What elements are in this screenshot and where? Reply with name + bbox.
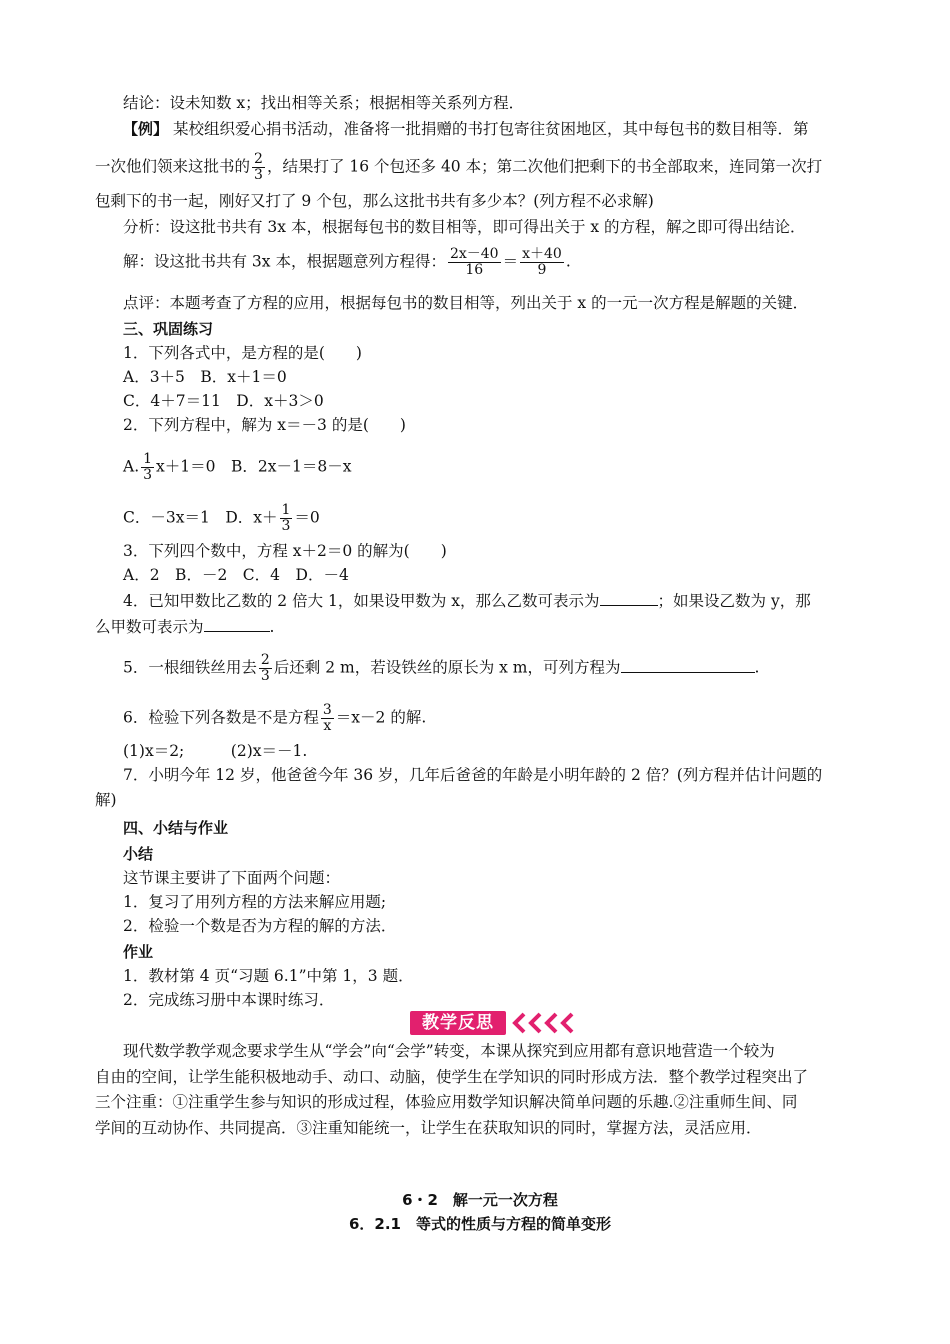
q5-fraction: $\frac{2}{3}$ bbox=[260, 652, 270, 684]
example-line-1 bbox=[123, 118, 893, 140]
example-tag: 【例】 bbox=[123, 120, 169, 138]
teaching-reflection-banner bbox=[410, 1011, 575, 1035]
solution-end: . bbox=[565, 252, 571, 271]
q6-text-b: ＝x－2 的解. bbox=[335, 708, 427, 727]
conclusion-line: 结论：设未知数 x；找出相等关系；根据相等关系列方程． bbox=[123, 94, 525, 112]
q5-text-a: 5．一根细铁丝用去 bbox=[123, 658, 257, 677]
q2-d-fraction: $\frac{1}{3}$ bbox=[281, 502, 291, 534]
q5-line bbox=[123, 653, 893, 684]
q7-line-1: 7．小明今年 12 岁，他爸爸今年 36 岁，几年后爸爸的年龄是小明年龄的 2 倍？(列方程并估计问题的 bbox=[123, 766, 823, 784]
reflection-line-2: 自由的空间，让学生能积极地动手、动口、动脑，使学生在学知识的同时形成方法．整个教学过程突出了 bbox=[95, 1068, 809, 1086]
solution-line bbox=[123, 247, 893, 278]
example-line-3: 包剩下的书一起，刚好又打了 9 个包，那么这批书共有多少本？(列方程不必求解) bbox=[95, 192, 654, 210]
solution-text: 解：设这批书共有 3x 本，根据题意列方程得： bbox=[123, 252, 446, 271]
q2-c-part: C．－3x＝1 D．x＋ bbox=[123, 508, 278, 527]
q4-text-2a: 么甲数可表示为 bbox=[95, 618, 204, 636]
example-text-1: 某校组织爱心捐书活动，准备将一批捐赠的书打包寄往贫困地区，其中每包书的数目相等．第 bbox=[168, 120, 809, 138]
q7-line-2: 解) bbox=[95, 791, 117, 809]
q4-blank-2 bbox=[204, 617, 270, 632]
fraction-two-thirds: $\frac{2}{3}$ bbox=[254, 151, 263, 183]
q1-options-cd: C．4＋7＝11 D．x＋3＞0 bbox=[123, 392, 324, 410]
q1-options-ab: A．3＋5 B．x＋1＝0 bbox=[123, 368, 287, 386]
example-line-2 bbox=[95, 152, 865, 183]
example-text-2b: ，结果打了 16 个包还多 40 本；第二次他们把剩下的书全部取来，连同第一次打 bbox=[266, 157, 823, 176]
comment-line: 点评：本题考查了方程的应用，根据每包书的数目相等，列出关于 x 的一元一次方程是解题的关键． bbox=[123, 294, 809, 312]
q6-line bbox=[123, 703, 893, 734]
chevrons-left-icon bbox=[508, 1011, 578, 1035]
summary-title: 小结 bbox=[123, 845, 154, 863]
q4-text-1b: ；如果设乙数为 y，那 bbox=[657, 592, 811, 610]
homework-title: 作业 bbox=[123, 943, 154, 961]
reflection-line-4: 学间的互动协作、共同提高．③注重知能统一，让学生在获取知识的同时，掌握方法，灵活应用． bbox=[95, 1119, 762, 1137]
next-section-title: 6・2 解一元一次方程 bbox=[402, 1191, 558, 1209]
summary-item-1: 1．复习了用列方程的方法来解应用题; bbox=[123, 893, 387, 911]
summary-intro: 这节课主要讲了下面两个问题： bbox=[123, 869, 341, 887]
banner-label: 教学反思 bbox=[422, 1013, 494, 1033]
q2-a-fraction: $\frac{1}{3}$ bbox=[143, 451, 153, 483]
reflection-line-1: 现代数学教学观念要求学生从“学会”向“会学”转变，本课从探究到应用都有意识地营造一个较为 bbox=[123, 1042, 775, 1060]
q6-sub: (1)x＝2; (2)x＝－1. bbox=[123, 742, 308, 760]
q4-line-1 bbox=[123, 590, 893, 612]
homework-item-2: 2．完成练习册中本课时练习． bbox=[123, 991, 335, 1009]
q3-stem: 3．下列四个数中，方程 x＋2＝0 的解为( ) bbox=[123, 542, 447, 560]
q5-text-b: 后还剩 2 m，若设铁丝的原长为 x m，可列方程为 bbox=[273, 658, 621, 677]
q4-text-2b: . bbox=[269, 618, 275, 636]
q4-text-1a: 4．已知甲数比乙数的 2 倍大 1，如果设甲数为 x，那么乙数可表示为 bbox=[123, 592, 600, 610]
solution-lhs-fraction: $\frac{2x-40}{16}$ bbox=[449, 246, 499, 278]
q2-a-prefix: A. bbox=[123, 457, 140, 476]
q2-a-rest: x＋1＝0 B．2x－1＝8－x bbox=[156, 457, 352, 476]
q1-stem: 1．下列各式中，是方程的是( ) bbox=[123, 344, 362, 362]
section-4-title: 四、小结与作业 bbox=[123, 819, 229, 837]
summary-item-2: 2．检验一个数是否为方程的解的方法． bbox=[123, 917, 397, 935]
analysis-line: 分析：设这批书共有 3x 本，根据每包书的数目相等，即可得出关于 x 的方程，解之即可得出结论． bbox=[123, 218, 806, 236]
q5-blank bbox=[621, 658, 755, 673]
equals-sign: ＝ bbox=[502, 252, 519, 271]
q2-d-rest: ＝0 bbox=[294, 508, 320, 527]
q6-fraction: $\frac{3}{x}$ bbox=[322, 702, 332, 734]
reflection-line-3: 三个注重：①注重学生参与知识的形成过程，体验应用数学知识解决简单问题的乐趣.②注重师生间、同 bbox=[95, 1093, 798, 1111]
q5-text-c: . bbox=[754, 658, 760, 677]
section-3-title: 三、巩固练习 bbox=[123, 320, 214, 338]
q6-text-a: 6．检验下列各数是不是方程 bbox=[123, 708, 319, 727]
q4-blank-1 bbox=[600, 591, 658, 606]
q2-options-cd bbox=[123, 503, 893, 534]
example-text-2a: 一次他们领来这批书的 bbox=[95, 157, 251, 176]
next-subsection-title: 6．2.1 等式的性质与方程的简单变形 bbox=[348, 1215, 611, 1233]
q2-stem: 2．下列方程中，解为 x＝－3 的是( ) bbox=[123, 416, 406, 434]
solution-rhs-fraction: $\frac{x+40}{9}$ bbox=[522, 246, 562, 278]
q4-line-2 bbox=[95, 616, 865, 638]
q3-options: A．2 B．－2 C．4 D．－4 bbox=[123, 566, 349, 584]
homework-item-1: 1．教材第 4 页“习题 6.1”中第 1，3 题． bbox=[123, 967, 414, 985]
q2-options-ab bbox=[123, 452, 893, 483]
